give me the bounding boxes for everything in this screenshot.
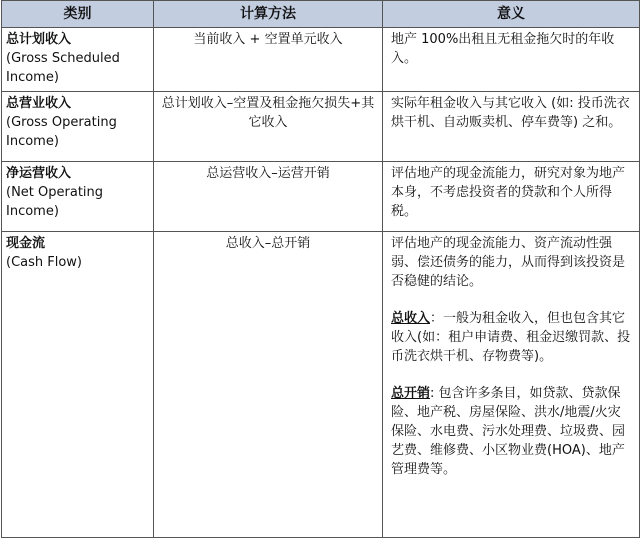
category-cn: 现金流: [6, 236, 46, 251]
method-cell: 总收入–总开销: [154, 232, 383, 538]
table-header-row: [2, 1, 640, 28]
method-cell: 总运营收入–运营开销: [154, 162, 383, 232]
total-income-term: 总收入: [391, 311, 431, 326]
header-method: 计算方法: [154, 1, 383, 28]
header-category: 类别: [2, 1, 154, 28]
meaning-cell: [383, 232, 640, 538]
table-row-gross-scheduled-income: [2, 28, 640, 92]
income-definitions-table: [1, 0, 640, 538]
category-en: (Gross Scheduled Income): [6, 51, 120, 85]
category-cn: 总营业收入: [6, 96, 72, 111]
table-row-gross-operating-income: [2, 92, 640, 162]
category-cell: [2, 92, 154, 162]
category-cell: [2, 162, 154, 232]
category-en: (Gross Operating Income): [6, 115, 117, 149]
total-expense-text: : 包含许多条目，如贷款、贷款保险、地产税、房屋保险、洪水/地震/火灾保险、水电费、污水处理费、垃圾费、园艺费、维修费、小区物业费(HOA)、地产管理费等。: [391, 386, 626, 477]
meaning-cell: 实际年租金收入与其它收入 (如: 投币洗衣烘干机、自动贩卖机、停车费等) 之和。: [383, 92, 640, 162]
total-income-paragraph: [391, 309, 633, 366]
table-row-cash-flow: [2, 232, 640, 538]
meaning-cell: 地产 100%出租且无租金拖欠时的年收入。: [383, 28, 640, 92]
cash-flow-intro: 评估地产的现金流能力、资产流动性强弱、偿还债务的能力，从而得到该投资是否稳健的结论。: [391, 236, 626, 289]
category-cell: [2, 232, 154, 538]
header-meaning: 意义: [383, 1, 640, 28]
category-cn: 总计划收入: [6, 32, 72, 47]
method-cell: 当前收入 + 空置单元收入: [154, 28, 383, 92]
paragraph-gap: [391, 366, 633, 384]
category-cell: [2, 28, 154, 92]
table-row-net-operating-income: [2, 162, 640, 232]
paragraph-gap: [391, 291, 633, 309]
category-en: (Net Operating Income): [6, 185, 104, 219]
method-cell: 总计划收入–空置及租金拖欠损失+其它收入: [154, 92, 383, 162]
total-income-text: ：一般为租金收入，但也包含其它收入(如：租户申请费、租金迟缴罚款、投币洗衣烘干机、存物费等)。: [391, 311, 631, 364]
category-en: (Cash Flow): [6, 255, 83, 270]
total-expense-term: 总开销: [391, 386, 431, 401]
category-cn: 净运营收入: [6, 166, 72, 181]
total-expense-paragraph: [391, 384, 633, 479]
meaning-cell: 评估地产的现金流能力，研究对象为地产本身，不考虑投资者的贷款和个人所得税。: [383, 162, 640, 232]
